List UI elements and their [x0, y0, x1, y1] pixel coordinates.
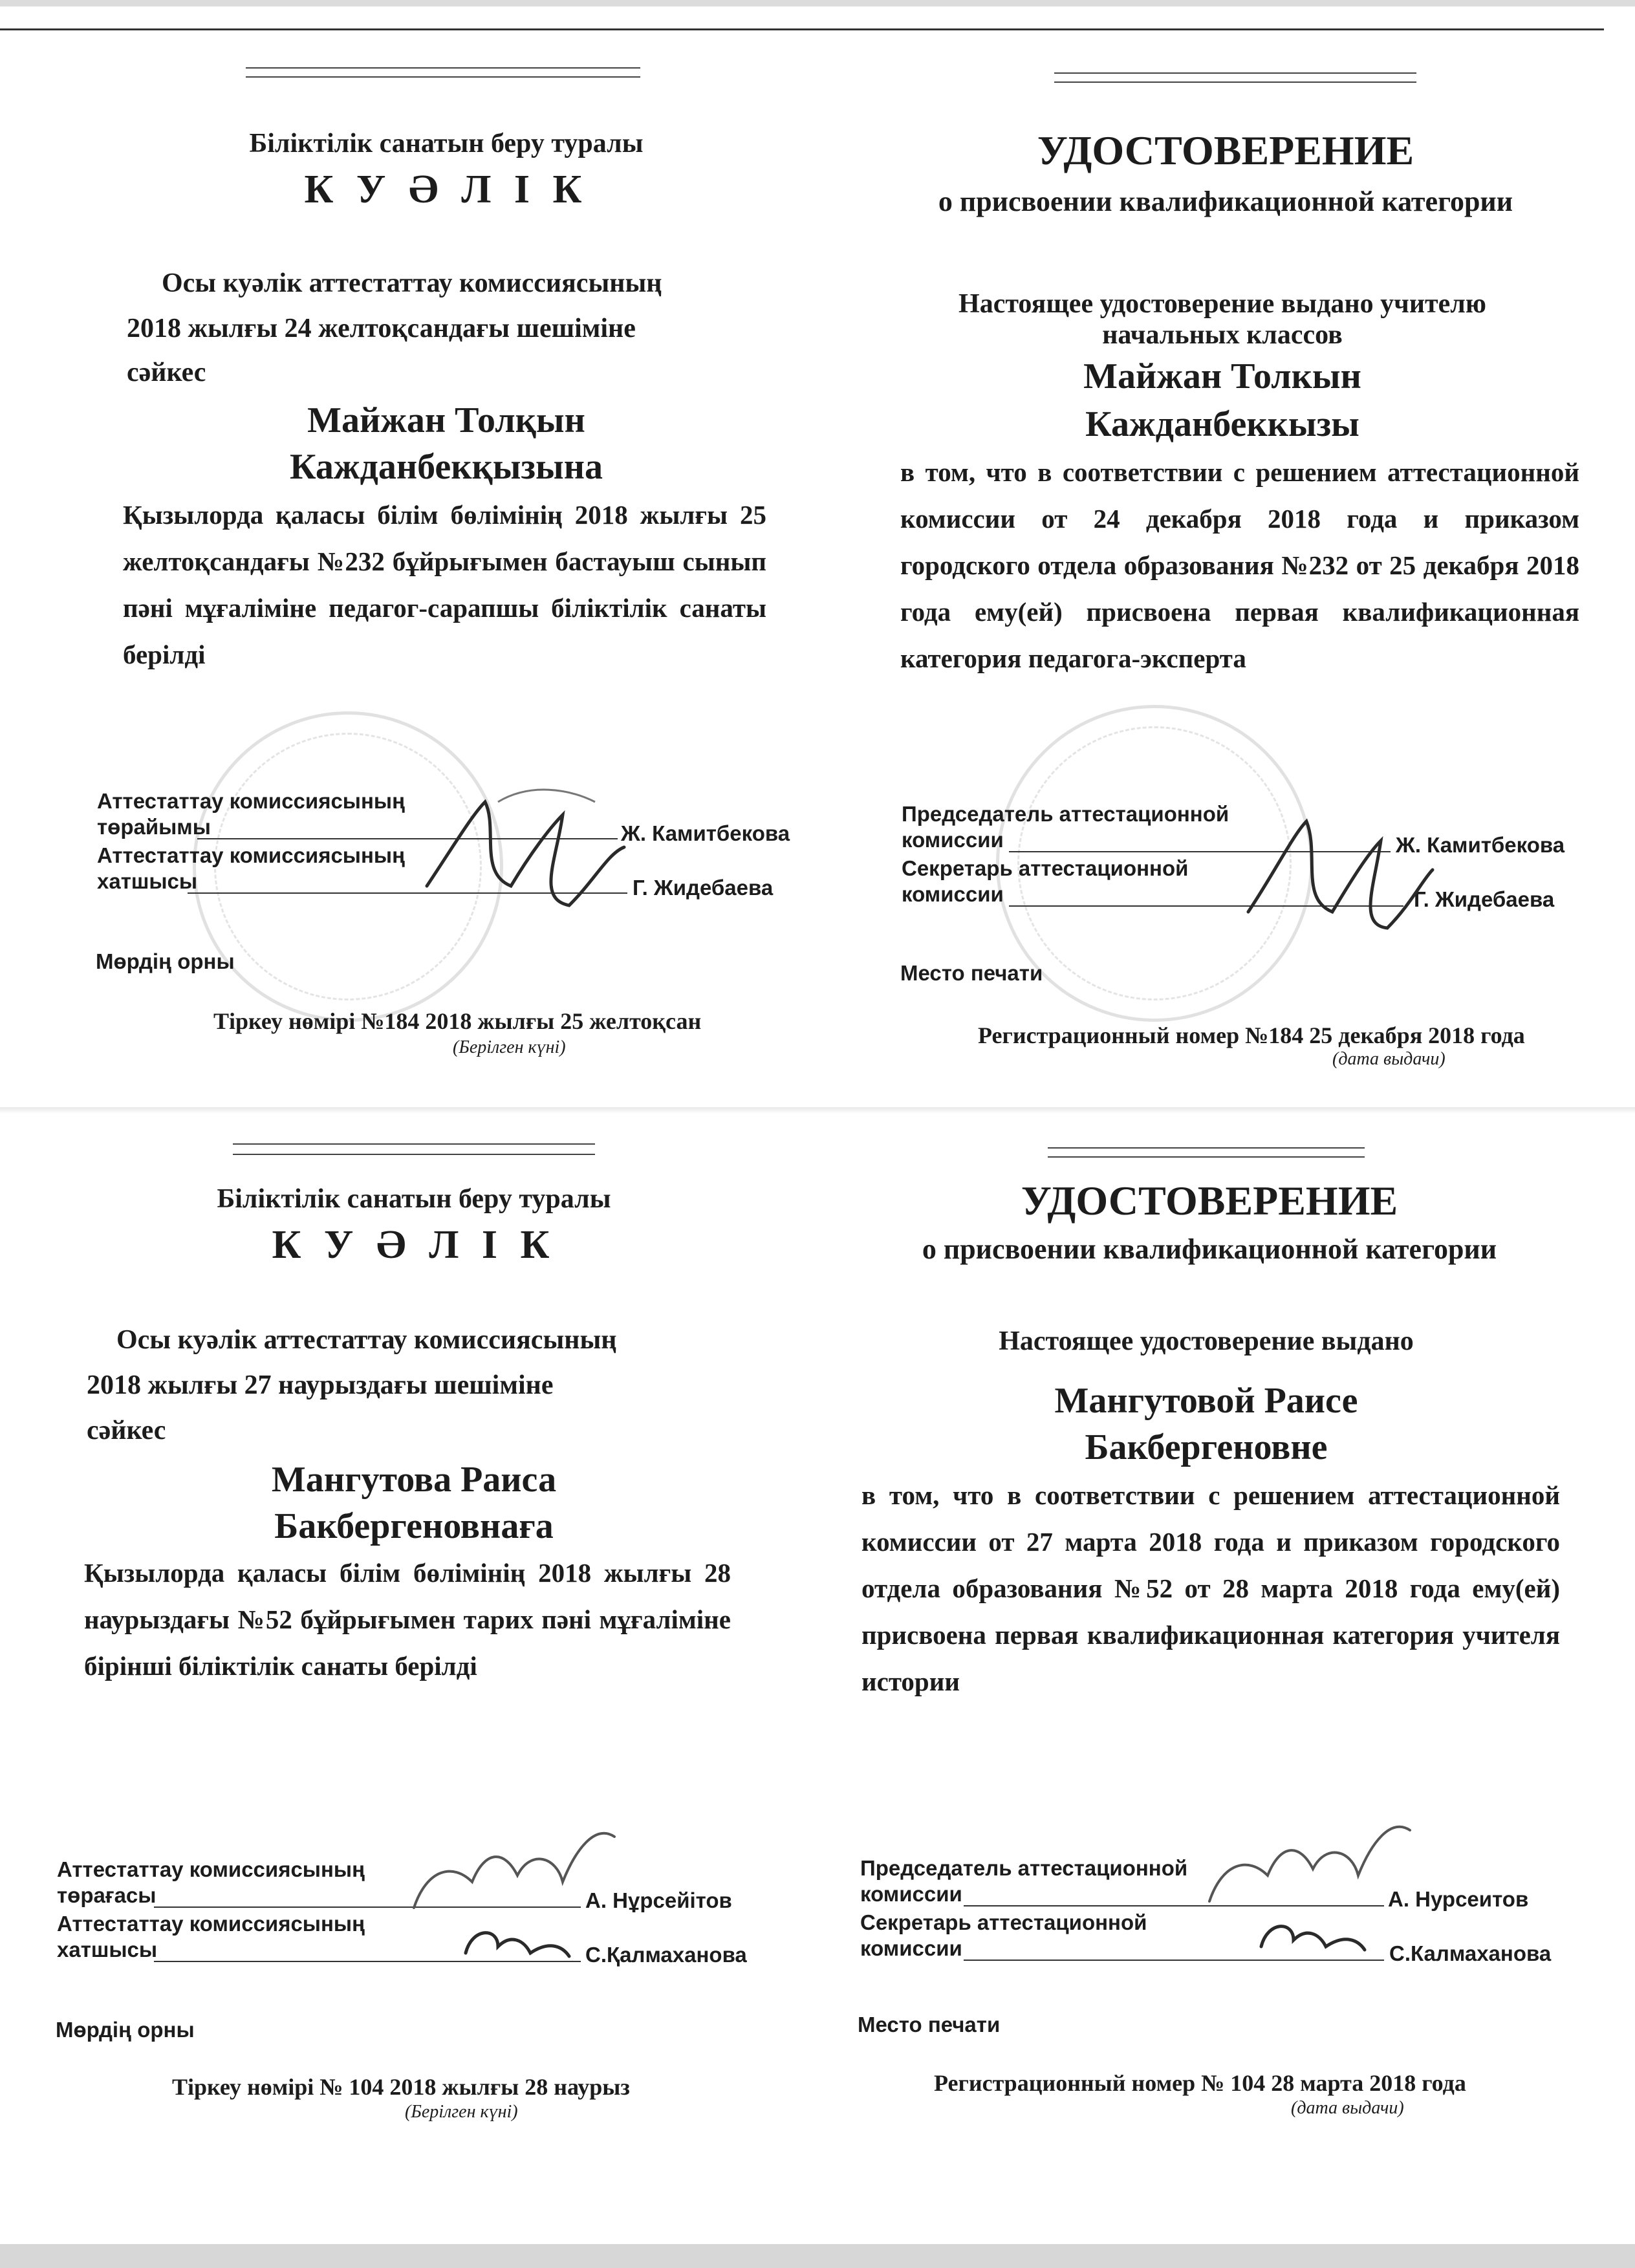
cert-title: К У Ә Л І К	[304, 167, 589, 211]
secretary-name: Г. Жидебаева	[633, 876, 774, 900]
certificate-body: в том, что в соответствии с решением аттестационной комиссии от 24 декабря 2018 года и приказом городского отдела образования №232 от 25 декабря 2018 года ему(ей) присвоена первая квалификационная категория педагога-эксперта	[900, 457, 1579, 673]
intro-line: Настоящее удостоверение выдано учителю	[958, 289, 1486, 319]
handwritten-signature	[401, 776, 634, 925]
cert-title: К У Ә Л І К	[272, 1223, 556, 1267]
chair-name: Ж. Камитбекова	[1396, 833, 1565, 857]
decorative-line	[233, 1154, 595, 1155]
handwritten-signature	[1229, 795, 1436, 944]
recipient-name: Майжан Толқын	[307, 400, 585, 440]
chair-label: Аттестаттау комиссиясының	[57, 1857, 365, 1881]
secretary-label: Секретарь аттестационной	[902, 856, 1189, 880]
recipient-name: Бакбергеновнаға	[274, 1506, 554, 1546]
seal-place-label: Мөрдің орны	[96, 949, 235, 973]
handwritten-signature	[1196, 1804, 1455, 1972]
chair-name: А. Нурсеитов	[1388, 1887, 1529, 1911]
intro-line: 2018 жылғы 27 наурыздағы шешіміне	[87, 1370, 554, 1400]
secretary-label: комиссии	[902, 882, 1004, 906]
intro-line: Осы куәлік аттестаттау комиссиясының	[162, 268, 662, 298]
intro-line: 2018 жылғы 24 желтоқсандағы шешіміне	[127, 314, 636, 343]
secretary-label: Аттестаттау комиссиясының	[57, 1912, 365, 1936]
cert-heading: УДОСТОВЕРЕНИЕ	[1021, 1178, 1398, 1224]
secretary-name: Г. Жидебаева	[1414, 887, 1555, 911]
registration-number: Тіркеу нөмірі №184 2018 жылғы 25 желтоқсан	[213, 1008, 702, 1034]
recipient-name: Мангутовой Раисе	[1054, 1381, 1358, 1421]
decorative-line	[233, 1143, 595, 1145]
registration-number: Регистрационный номер № 104 28 марта 2018 года	[934, 2070, 1466, 2096]
intro-line: начальных классов	[1102, 320, 1343, 350]
top-rule	[0, 28, 1604, 30]
intro-line: сәйкес	[87, 1416, 166, 1445]
issue-date-note: (Берілген күні)	[453, 1037, 566, 1057]
chair-name: А. Нұрсейітов	[585, 1888, 732, 1912]
chair-name: Ж. Камитбекова	[621, 821, 790, 845]
scan-edge	[0, 0, 1635, 6]
issue-date-note: (дата выдачи)	[1332, 1049, 1446, 1069]
paper-edge	[0, 1107, 1635, 1114]
cert-heading: Біліктілік санатын беру туралы	[217, 1184, 611, 1214]
chair-label: Аттестаттау комиссиясының	[97, 789, 406, 813]
decorative-line	[246, 76, 640, 78]
chair-label: төрайымы	[97, 815, 211, 839]
decorative-line	[1048, 1156, 1365, 1158]
certificate-body: Қызылорда қаласы білім бөлімінің 2018 жылғы 25 желтоқсандағы №232 бұйрығымен бастауыш сынып пәні мұғаліміне педагог-сарапшы біліктілік санаты берілді	[123, 500, 766, 669]
decorative-line	[246, 67, 640, 69]
secretary-label: комиссии	[860, 1936, 962, 1960]
chair-label: төрағасы	[57, 1883, 157, 1907]
secretary-name: С.Қалмаханова	[585, 1943, 747, 1967]
cert-heading: УДОСТОВЕРЕНИЕ	[1037, 127, 1414, 173]
seal-place-label: Место печати	[900, 961, 1043, 985]
secretary-label: хатшысы	[97, 869, 198, 893]
decorative-line	[1048, 1147, 1365, 1149]
certificate-body: в том, что в соответствии с решением аттестационной комиссии от 27 марта 2018 года и приказом городского отдела образования №52 от 28 марта 2018 года ему(ей) присвоена первая квалификационная категория учителя истории	[861, 1480, 1560, 1696]
secretary-name: С.Калмаханова	[1389, 1941, 1552, 1965]
intro-line: Настоящее удостоверение выдано	[999, 1326, 1414, 1356]
chair-label: Председатель аттестационной	[860, 1856, 1188, 1880]
seal-place-label: Место печати	[858, 2013, 1001, 2036]
recipient-name: Кажданбекқызына	[290, 447, 603, 487]
secretary-label: Секретарь аттестационной	[860, 1910, 1147, 1934]
issue-date-note: (дата выдачи)	[1291, 2098, 1404, 2118]
issue-date-note: (Берілген күні)	[405, 2102, 518, 2122]
recipient-name: Бакбергеновне	[1085, 1427, 1328, 1467]
cert-subheading: о присвоении квалификационной категории	[922, 1233, 1497, 1265]
certificate-body: Қызылорда қаласы білім бөлімінің 2018 жылғы 28 наурыздағы №52 бұйрығымен тарих пәні мұғаліміне бірінші біліктілік санаты берілді	[84, 1558, 731, 1681]
chair-label: комиссии	[860, 1882, 962, 1906]
intro-line: сәйкес	[127, 358, 206, 387]
recipient-name: Мангутова Раиса	[271, 1460, 557, 1500]
seal-place-label: Мөрдің орны	[56, 2018, 195, 2042]
recipient-name: Майжан Толкын	[1083, 356, 1361, 396]
registration-number: Тіркеу нөмірі № 104 2018 жылғы 28 наурыз	[172, 2074, 630, 2100]
secretary-label: Аттестаттау комиссиясының	[97, 843, 406, 867]
scan-edge	[0, 2244, 1635, 2268]
chair-label: Председатель аттестационной	[902, 802, 1229, 826]
recipient-name: Кажданбеккызы	[1085, 404, 1359, 444]
intro-line: Осы куәлік аттестаттау комиссиясының	[116, 1325, 617, 1355]
registration-number: Регистрационный номер №184 25 декабря 2018 года	[978, 1022, 1525, 1048]
secretary-label: хатшысы	[57, 1938, 158, 1961]
cert-heading: Біліктілік санатын беру туралы	[249, 129, 644, 158]
handwritten-signature	[401, 1811, 660, 1979]
decorative-line	[1054, 81, 1416, 83]
chair-label: комиссии	[902, 828, 1004, 852]
decorative-line	[1054, 72, 1416, 74]
cert-subheading: о присвоении квалификационной категории	[938, 186, 1513, 217]
